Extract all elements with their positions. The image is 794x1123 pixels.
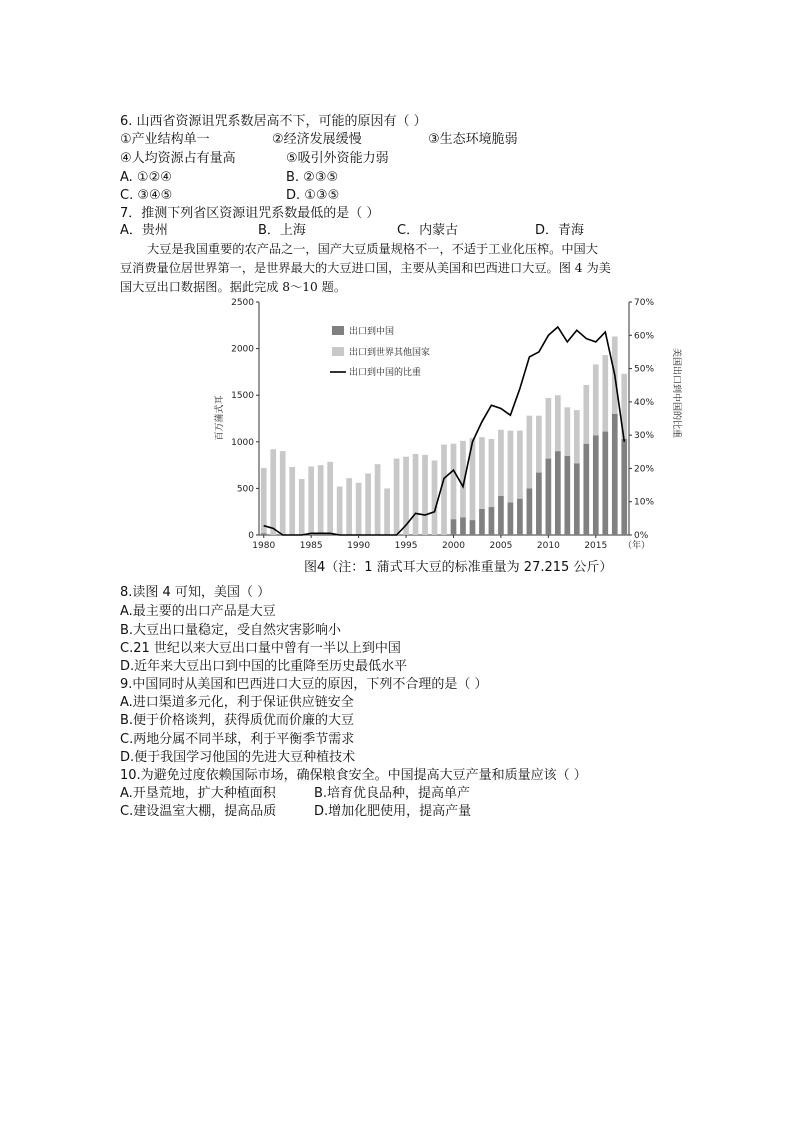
bar-china xyxy=(498,496,504,535)
bar-china xyxy=(508,502,514,535)
bar-china xyxy=(479,509,485,535)
q8-option-c: C.21 世纪以来大豆出口量中曾有一半以上到中国 xyxy=(120,641,401,656)
q6-item-4: ④人均资源占有量高 xyxy=(120,151,236,166)
bar-other-countries xyxy=(441,445,447,535)
q6-option-d: D. ①③⑤ xyxy=(286,188,340,203)
bar-other-countries xyxy=(413,454,419,535)
x-tick-label: 2005 xyxy=(489,541,513,550)
x-tick-label: 2015 xyxy=(584,541,608,550)
y-tick-label: 0 xyxy=(248,531,254,541)
bar-other-countries xyxy=(394,459,400,535)
bar-other-countries xyxy=(508,431,514,503)
bar-other-countries xyxy=(546,398,552,459)
bar-other-countries xyxy=(261,468,267,533)
q7-option-b: B．上海 xyxy=(258,223,306,238)
y2-tick-label: 50% xyxy=(634,364,655,375)
x-axis-unit: （年） xyxy=(623,541,651,550)
legend-label-other: 出口到世界其他国家 xyxy=(349,348,431,358)
y2-axis-title: 美国出口到中国的比重 xyxy=(671,347,681,439)
q6-option-c: C. ③④⑤ xyxy=(120,188,173,203)
y2-tick-label: 10% xyxy=(634,497,655,508)
passage-line-1: 大豆是我国重要的农产品之一，国产大豆质量规格不一，不适于工业化压榨。中国大 xyxy=(147,242,598,256)
q9-option-b: B.便于价格谈判，获得质优而价廉的大豆 xyxy=(120,713,355,728)
q10-option-c: C.建设温室大棚，提高品质 xyxy=(120,804,277,819)
y-tick-label: 2000 xyxy=(231,344,254,355)
q7-option-c: C．内蒙古 xyxy=(397,223,459,238)
y-tick-label: 1000 xyxy=(231,437,254,448)
q10-option-d: D.增加化肥使用，提高产量 xyxy=(314,804,472,819)
bar-china xyxy=(527,488,533,535)
bar-other-countries xyxy=(574,410,580,463)
bar-china xyxy=(555,451,561,535)
bar-other-countries xyxy=(583,385,589,444)
bar-china xyxy=(583,444,589,535)
bar-other-countries xyxy=(337,487,343,535)
y2-tick-label: 60% xyxy=(634,331,655,342)
bar-other-countries xyxy=(356,483,362,535)
bar-other-countries xyxy=(327,462,333,534)
y2-tick-label: 70% xyxy=(634,298,655,308)
q6-item-2: ②经济发展缓慢 xyxy=(272,132,362,147)
bar-china xyxy=(536,473,542,535)
x-tick-label: 1985 xyxy=(299,541,323,550)
x-tick-label: 2010 xyxy=(536,541,560,550)
bar-other-countries xyxy=(489,439,495,507)
legend-swatch-other xyxy=(332,347,344,356)
bar-china xyxy=(602,432,608,535)
bar-other-countries xyxy=(555,395,561,451)
bar-other-countries xyxy=(432,460,438,535)
question-10-stem: 10.为避免过度依赖国际市场，确保粮食安全。中国提高大豆产量和质量应该（ ） xyxy=(120,768,587,783)
bar-china xyxy=(489,507,495,535)
bar-other-countries xyxy=(299,479,305,535)
bar-other-countries xyxy=(346,478,352,535)
q10-option-b: B.培育优良品种，提高单产 xyxy=(314,786,471,801)
x-tick-label: 1990 xyxy=(347,541,371,550)
bar-other-countries xyxy=(602,355,608,431)
bar-other-countries xyxy=(536,416,542,473)
bar-china xyxy=(460,517,466,535)
bar-china xyxy=(574,463,580,535)
bar-other-countries xyxy=(564,407,570,455)
q6-option-b: B. ②③⑤ xyxy=(286,170,339,185)
bar-other-countries xyxy=(289,467,295,535)
y-tick-label: 500 xyxy=(236,484,254,495)
y-axis-title: 百万蒲式耳 xyxy=(215,395,225,441)
reading-passage xyxy=(120,240,676,297)
bar-other-countries xyxy=(308,466,314,534)
q6-item-1: ①产业结构单一 xyxy=(120,132,210,147)
bar-other-countries xyxy=(498,430,504,496)
y-tick-label: 1500 xyxy=(231,391,254,402)
bar-china xyxy=(261,533,267,535)
x-tick-label: 2000 xyxy=(442,541,465,550)
soybean-export-chart xyxy=(212,293,682,550)
bar-china xyxy=(564,456,570,535)
bar-other-countries xyxy=(365,473,371,535)
bar-other-countries xyxy=(527,416,533,489)
legend-label-china: 出口到中国 xyxy=(349,327,395,337)
q8-option-d: D.近年来大豆出口到中国的比重降至历史最低水平 xyxy=(120,659,408,674)
q9-option-a: A.进口渠道多元化，利于保证供应链安全 xyxy=(120,695,354,710)
legend-swatch-china xyxy=(332,326,344,335)
y2-tick-label: 0% xyxy=(634,531,649,541)
bar-other-countries xyxy=(517,431,523,499)
bar-other-countries xyxy=(384,488,390,535)
question-9-stem: 9.中国同时从美国和巴西进口大豆的原因，下列不合理的是（ ） xyxy=(120,677,488,692)
question-7-stem: 7．推测下列省区资源诅咒系数最低的是（ ） xyxy=(120,206,380,221)
bar-other-countries xyxy=(451,444,457,519)
q6-item-3: ③生态环境脆弱 xyxy=(428,132,518,147)
question-8-stem: 8.读图 4 可知，美国（ ） xyxy=(120,585,271,600)
passage-line-2: 豆消费量位居世界第一，是世界最大的大豆进口国，主要从美国和巴西进口大豆。图 4 为美 xyxy=(120,261,611,275)
figure-caption: 图4（注：1 蒲式耳大豆的标准重量为 27.215 公斤） xyxy=(304,560,613,575)
q9-option-c: C.两地分属不同半球，利于平衡季节需求 xyxy=(120,732,355,747)
bar-china xyxy=(318,534,324,535)
bar-other-countries xyxy=(479,437,485,509)
bar-china xyxy=(593,435,599,535)
q8-option-b: B.大豆出口量稳定，受自然灾害影响小 xyxy=(120,623,342,638)
bar-china xyxy=(517,499,523,535)
bar-china xyxy=(546,459,552,535)
q6-item-5: ⑤吸引外资能力弱 xyxy=(286,151,389,166)
question-6-stem: 6. 山西省资源诅咒系数居高不下，可能的原因有（ ） xyxy=(120,114,427,129)
bar-other-countries xyxy=(280,451,286,535)
bar-china xyxy=(451,519,457,535)
bar-china xyxy=(470,520,476,535)
q7-option-d: D．青海 xyxy=(535,223,585,238)
bar-china xyxy=(612,414,618,535)
bar-china xyxy=(621,439,627,535)
q8-option-a: A.最主要的出口产品是大豆 xyxy=(120,604,276,619)
q6-option-a: A. ①②④ xyxy=(120,170,172,185)
passage-line-3: 国大豆出口数据图。据此完成 8～10 题。 xyxy=(120,280,347,294)
bar-other-countries xyxy=(318,465,324,534)
q10-option-a: A.开垦荒地，扩大种植面积 xyxy=(120,786,276,801)
bar-other-countries xyxy=(375,464,381,535)
x-tick-label: 1995 xyxy=(394,541,418,550)
y2-tick-label: 20% xyxy=(634,464,655,475)
q7-option-a: A．贵州 xyxy=(120,223,168,238)
x-tick-label: 1980 xyxy=(252,541,276,550)
bar-other-countries xyxy=(270,449,276,535)
y2-tick-label: 30% xyxy=(634,431,655,442)
bar-other-countries xyxy=(422,455,428,535)
legend-label-share: 出口到中国的比重 xyxy=(349,368,422,378)
q9-option-d: D.便于我国学习他国的先进大豆种植技术 xyxy=(120,750,356,765)
y-tick-label: 2500 xyxy=(231,298,254,308)
bar-other-countries xyxy=(593,364,599,435)
y2-tick-label: 40% xyxy=(634,397,655,408)
